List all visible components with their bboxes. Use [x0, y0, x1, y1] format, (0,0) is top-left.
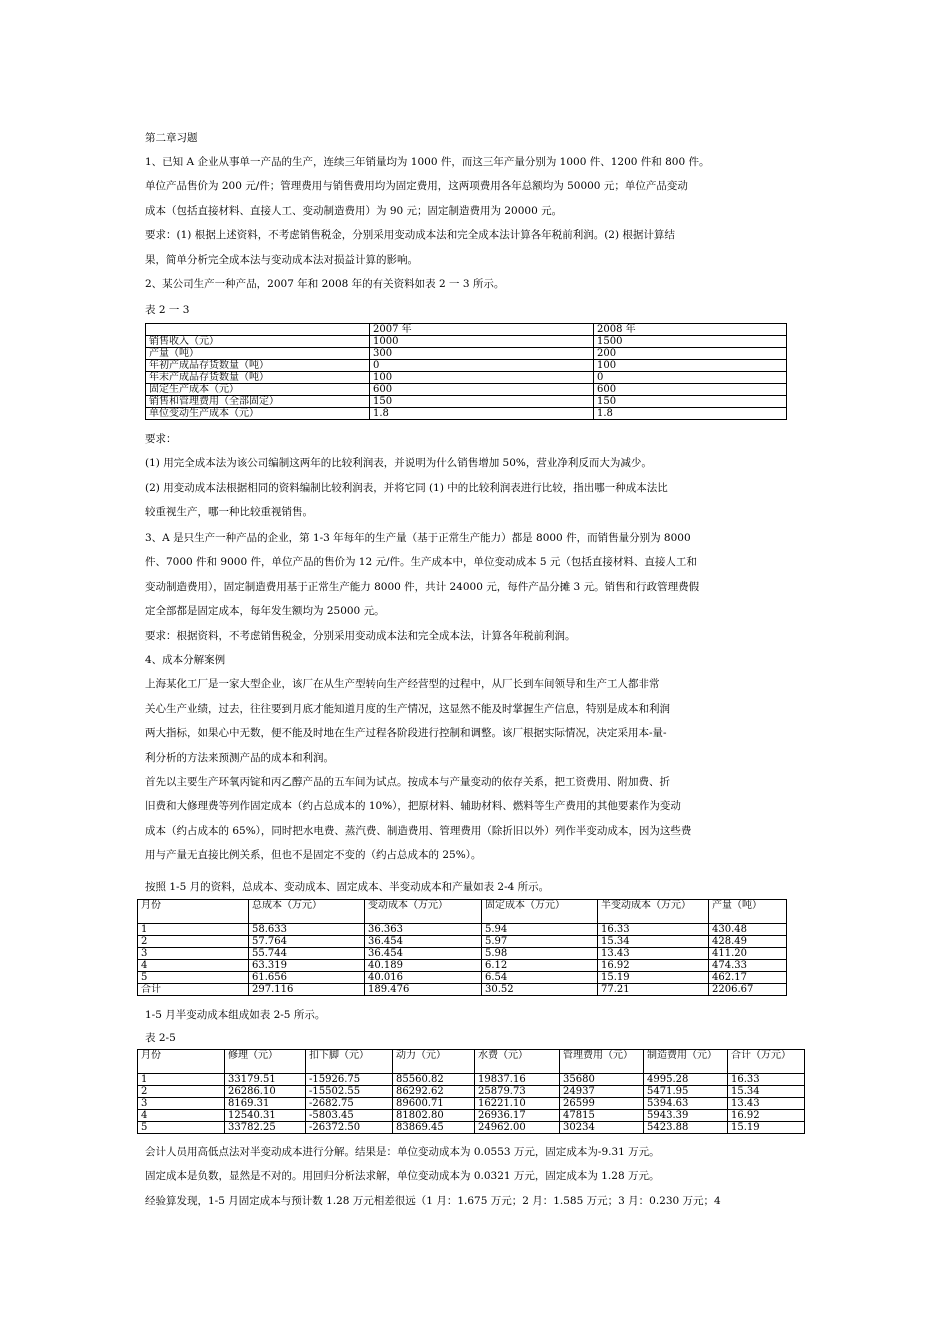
table-cell: 月份 — [138, 900, 249, 924]
table-cell: 销售收入（元） — [146, 336, 370, 348]
table-2-5 — [137, 1049, 805, 1134]
table-cell: 0 — [370, 360, 594, 372]
table-cell: 100 — [594, 360, 787, 372]
paragraph-line: 上海某化工厂是一家大型企业，该厂在从生产型转向生产经营型的过程中，从厂长到车间领导和生产工人都非常 — [145, 678, 660, 691]
paragraph-line: 4、成本分解案例 — [145, 654, 226, 667]
table-header-row — [138, 1050, 805, 1074]
table-cell: 8169.31 — [225, 1098, 306, 1110]
paragraph-line: 两大指标，如果心中无数，便不能及时地在生产过程各阶段进行控制和调整。该厂根据实际情况，决定采用本-量- — [145, 727, 667, 740]
table-cell: 36.363 — [365, 924, 482, 936]
table-cell: 管理费用（元） — [560, 1050, 644, 1074]
table-cell: 修理（元） — [225, 1050, 306, 1074]
table-cell: 25879.73 — [475, 1086, 560, 1098]
table-cell: 58.633 — [249, 924, 365, 936]
table-cell: 16221.10 — [475, 1098, 560, 1110]
table-cell: 3 — [138, 1098, 225, 1110]
table-row — [138, 960, 787, 972]
table-header-row — [138, 900, 787, 924]
paragraph-line: 利分析的方法来预测产品的成本和利润。 — [145, 751, 334, 764]
table-row — [138, 1110, 805, 1122]
table-row — [146, 336, 787, 348]
table-cell: 36.454 — [365, 936, 482, 948]
table-row — [138, 948, 787, 960]
table-cell: 16.33 — [728, 1074, 805, 1086]
question-2-requirements — [145, 427, 795, 525]
table-cell: 57.764 — [249, 936, 365, 948]
paragraph-line: 1、已知 A 企业从事单一产品的生产，连续三年销量均为 1000 件，而这三年产量分别为 1000 件、1200 件和 800 件。 — [145, 156, 710, 168]
table-cell: 35680 — [560, 1074, 644, 1086]
table-cell: 189.476 — [365, 984, 482, 996]
table-row — [138, 1098, 805, 1110]
table-cell: 36.454 — [365, 948, 482, 960]
paragraph-line: 成本（约占成本的 65%），同时把水电费、蒸汽费、制造费用、管理费用（除折旧以外）列作半变动成本，因为这些费 — [145, 824, 692, 837]
table-cell: 1 — [138, 924, 249, 936]
table-cell: 产量（吨） — [146, 348, 370, 360]
table-cell: 单位变动生产成本（元） — [146, 408, 370, 420]
table-total-row — [138, 984, 787, 996]
table-cell: 年末产成品存货数量（吨） — [146, 372, 370, 384]
paragraph-line: 变动制造费用），固定制造费用基于正常生产能力 8000 件，共计 24000 元，每件产品分摊 3 元。销售和行政管理费假 — [145, 580, 700, 593]
table-cell: 15.19 — [598, 972, 709, 984]
table-cell: 5.94 — [482, 924, 598, 936]
table-2-5-caption: 表 2-5 — [145, 1032, 176, 1044]
table-cell: 83869.45 — [393, 1122, 475, 1134]
table-cell: 6.12 — [482, 960, 598, 972]
table-cell: 4 — [138, 960, 249, 972]
table-cell: 2 — [138, 1086, 225, 1098]
table-cell: 200 — [594, 348, 787, 360]
table-cell: 5 — [138, 972, 249, 984]
paragraph-line: 要求：(1) 根据上述资料，不考虑销售税金，分别采用变动成本法和完全成本法计算各年税前利润。(2) 根据计算结 — [145, 229, 675, 242]
table-cell: 411.20 — [709, 948, 787, 960]
table-cell: 26599 — [560, 1098, 644, 1110]
paragraph-line: 首先以主要生产环氧丙锭和丙乙醇产品的五车间为试点。按成本与产量变动的依存关系，把工资费用、附加费、折 — [145, 776, 670, 789]
paragraph-line: 固定成本是负数，显然是不对的。用回归分析法求解，单位变动成本为 0.0321 万元，固定成本为 1.28 万元。 — [145, 1170, 660, 1183]
table-cell: 2008 年 — [594, 324, 787, 336]
table-row — [138, 1086, 805, 1098]
paragraph-line: 较重视生产，哪一种比较重视销售。 — [145, 506, 313, 519]
table-cell: 销售和管理费用（全部固定） — [146, 396, 370, 408]
table-cell: 30234 — [560, 1122, 644, 1134]
table-cell: 5394.63 — [644, 1098, 728, 1110]
table-cell: 4 — [138, 1110, 225, 1122]
table-cell: 600 — [370, 384, 594, 396]
table-row — [146, 384, 787, 396]
table-cell: -15926.75 — [306, 1074, 393, 1086]
table-cell: 47815 — [560, 1110, 644, 1122]
paragraph-line: 用与产量无直接比例关系，但也不是固定不变的（约占总成本的 25%）。 — [145, 849, 482, 862]
table-cell: 26936.17 — [475, 1110, 560, 1122]
table-cell: 77.21 — [598, 984, 709, 996]
table-cell: 430.48 — [709, 924, 787, 936]
table-header-row — [146, 324, 787, 336]
paragraph-line: (1) 用完全成本法为该公司编制这两年的比较利润表，并说明为什么销售增加 50%，营业净利反而大为减少。 — [145, 457, 652, 470]
table-cell: 合计（万元） — [728, 1050, 805, 1074]
table-cell: 33179.51 — [225, 1074, 306, 1086]
table-cell: 1.8 — [594, 408, 787, 420]
table-cell: 1 — [138, 1074, 225, 1086]
table-row — [138, 1074, 805, 1086]
table-cell: 固定成本（万元） — [482, 900, 598, 924]
table-cell: 5.98 — [482, 948, 598, 960]
table-2-4-caption: 按照 1-5 月的资料，总成本、变动成本、固定成本、半变动成本和产量如表 2-4 所示。 — [145, 881, 550, 893]
table-cell: 扣下脚（元） — [306, 1050, 393, 1074]
closing-paragraph — [145, 1140, 795, 1213]
table-cell: 合计 — [138, 984, 249, 996]
table-cell: 40.016 — [365, 972, 482, 984]
table-cell: 26286.10 — [225, 1086, 306, 1098]
table-cell: 15.34 — [598, 936, 709, 948]
table-2-5-intro: 1-5 月半变动成本组成如表 2-5 所示。 — [145, 1009, 326, 1021]
table-cell: 40.189 — [365, 960, 482, 972]
table-cell: 1.8 — [370, 408, 594, 420]
table-cell: 5471.95 — [644, 1086, 728, 1098]
table-cell: -15502.55 — [306, 1086, 393, 1098]
table-cell — [146, 324, 370, 336]
paragraph-line: 关心生产业绩，过去，往往要到月底才能知道月度的生产情况，这显然不能及时掌握生产信息，特别是成本和利润 — [145, 702, 670, 715]
table-cell: 150 — [370, 396, 594, 408]
table-cell: 33782.25 — [225, 1122, 306, 1134]
paragraph-line: 3、A 是只生产一种产品的企业，第 1-3 年每年的生产量（基于正常生产能力）都是 8000 件，而销售量分别为 8000 — [145, 532, 691, 544]
table-cell: 2206.67 — [709, 984, 787, 996]
table-cell: 24962.00 — [475, 1122, 560, 1134]
question-3-and-case — [145, 526, 795, 868]
table-cell: -26372.50 — [306, 1122, 393, 1134]
table-row — [146, 396, 787, 408]
table-cell: 16.92 — [728, 1110, 805, 1122]
table-cell: 制造费用（元） — [644, 1050, 728, 1074]
table-cell: 总成本（万元） — [249, 900, 365, 924]
table-cell: 5 — [138, 1122, 225, 1134]
table-row — [146, 408, 787, 420]
paragraph-line: 成本（包括直接材料、直接人工、变动制造费用）为 90 元；固定制造费用为 20000 元。 — [145, 204, 563, 217]
table-cell: 2007 年 — [370, 324, 594, 336]
table-cell: 100 — [370, 372, 594, 384]
table-cell: 297.116 — [249, 984, 365, 996]
table-cell: 24937 — [560, 1086, 644, 1098]
table-cell: 产量（吨） — [709, 900, 787, 924]
table-cell: 月份 — [138, 1050, 225, 1074]
paragraph-line: 经验算发现，1-5 月固定成本与预计数 1.28 万元相差很远（1 月：1.675 万元；2 月：1.585 万元；3 月：0.230 万元；4 — [145, 1194, 721, 1207]
paragraph-line: (2) 用变动成本法根据相同的资料编制比较利润表，并将它同 (1) 中的比较利润表进行比较，指出哪一种成本法比 — [145, 481, 668, 494]
paragraph-line: 件、7000 件和 9000 件，单位产品的售价为 12 元/件。生产成本中，单位变动成本 5 元（包括直接材料、直接人工和 — [145, 556, 697, 569]
table-row — [138, 1122, 805, 1134]
table-cell: 年初产成品存货数量（吨） — [146, 360, 370, 372]
table-cell: 428.49 — [709, 936, 787, 948]
table-cell: 85560.82 — [393, 1074, 475, 1086]
table-row — [138, 936, 787, 948]
table-2-4 — [137, 899, 787, 996]
table-row — [146, 372, 787, 384]
table-cell: 0 — [594, 372, 787, 384]
table-cell: 300 — [370, 348, 594, 360]
table-cell: 变动成本（万元） — [365, 900, 482, 924]
table-cell: 动力（元） — [393, 1050, 475, 1074]
table-cell: 12540.31 — [225, 1110, 306, 1122]
table-cell: 5423.88 — [644, 1122, 728, 1134]
table-cell: 150 — [594, 396, 787, 408]
table-cell: 474.33 — [709, 960, 787, 972]
table-cell: 16.92 — [598, 960, 709, 972]
table-cell: 5943.39 — [644, 1110, 728, 1122]
paragraph-line: 要求：根据资料，不考虑销售税金，分别采用变动成本法和完全成本法，计算各年税前利润。 — [145, 629, 576, 642]
table-cell: 4995.28 — [644, 1074, 728, 1086]
table-cell: 半变动成本（万元） — [598, 900, 709, 924]
table-cell: 16.33 — [598, 924, 709, 936]
table-row — [146, 360, 787, 372]
table-2-3 — [145, 323, 787, 420]
table-row — [138, 972, 787, 984]
table-cell: 5.97 — [482, 936, 598, 948]
table-cell: 30.52 — [482, 984, 598, 996]
table-row — [138, 924, 787, 936]
table-cell: 15.34 — [728, 1086, 805, 1098]
paragraph-line: 会计人员用高低点法对半变动成本进行分解。结果是：单位变动成本为 0.0553 万元，固定成本为-9.31 万元。 — [145, 1146, 660, 1158]
table-cell: 1000 — [370, 336, 594, 348]
table-cell: 63.319 — [249, 960, 365, 972]
table-cell: 462.17 — [709, 972, 787, 984]
paragraph-line: 果，简单分析完全成本法与变动成本法对损益计算的影响。 — [145, 253, 418, 266]
paragraph-line: 定全部都是固定成本，每年发生额均为 25000 元。 — [145, 605, 385, 618]
table-cell: 15.19 — [728, 1122, 805, 1134]
table-cell: 13.43 — [598, 948, 709, 960]
table-cell: 89600.71 — [393, 1098, 475, 1110]
paragraph-line: 单位产品售价为 200 元/件；管理费用与销售费用均为固定费用，这两项费用各年总额均为 50000 元；单位产品变动 — [145, 180, 688, 193]
table-cell: 86292.62 — [393, 1086, 475, 1098]
question-1 — [145, 150, 795, 296]
table-cell: 3 — [138, 948, 249, 960]
table-row — [146, 348, 787, 360]
table-cell: 600 — [594, 384, 787, 396]
table-cell: 81802.80 — [393, 1110, 475, 1122]
paragraph-line: 2、某公司生产一种产品，2007 年和 2008 年的有关资料如表 2 一 3 所示。 — [145, 278, 505, 291]
chapter-title: 第二章习题 — [145, 132, 198, 144]
paragraph-line: 旧费和大修理费等列作固定成本（约占总成本的 10%），把原材料、辅助材料、燃料等生产费用的其他要素作为变动 — [145, 800, 681, 813]
table-cell: -2682.75 — [306, 1098, 393, 1110]
table-cell: 13.43 — [728, 1098, 805, 1110]
paragraph-line: 要求： — [145, 433, 177, 445]
table-cell: 19837.16 — [475, 1074, 560, 1086]
table-cell: 55.744 — [249, 948, 365, 960]
table-cell: -5803.45 — [306, 1110, 393, 1122]
table-cell: 水费（元） — [475, 1050, 560, 1074]
table-cell: 6.54 — [482, 972, 598, 984]
table-cell: 61.656 — [249, 972, 365, 984]
table-2-3-caption: 表 2 一 3 — [145, 304, 190, 316]
table-cell: 1500 — [594, 336, 787, 348]
table-cell: 固定生产成本（元） — [146, 384, 370, 396]
table-cell: 2 — [138, 936, 249, 948]
